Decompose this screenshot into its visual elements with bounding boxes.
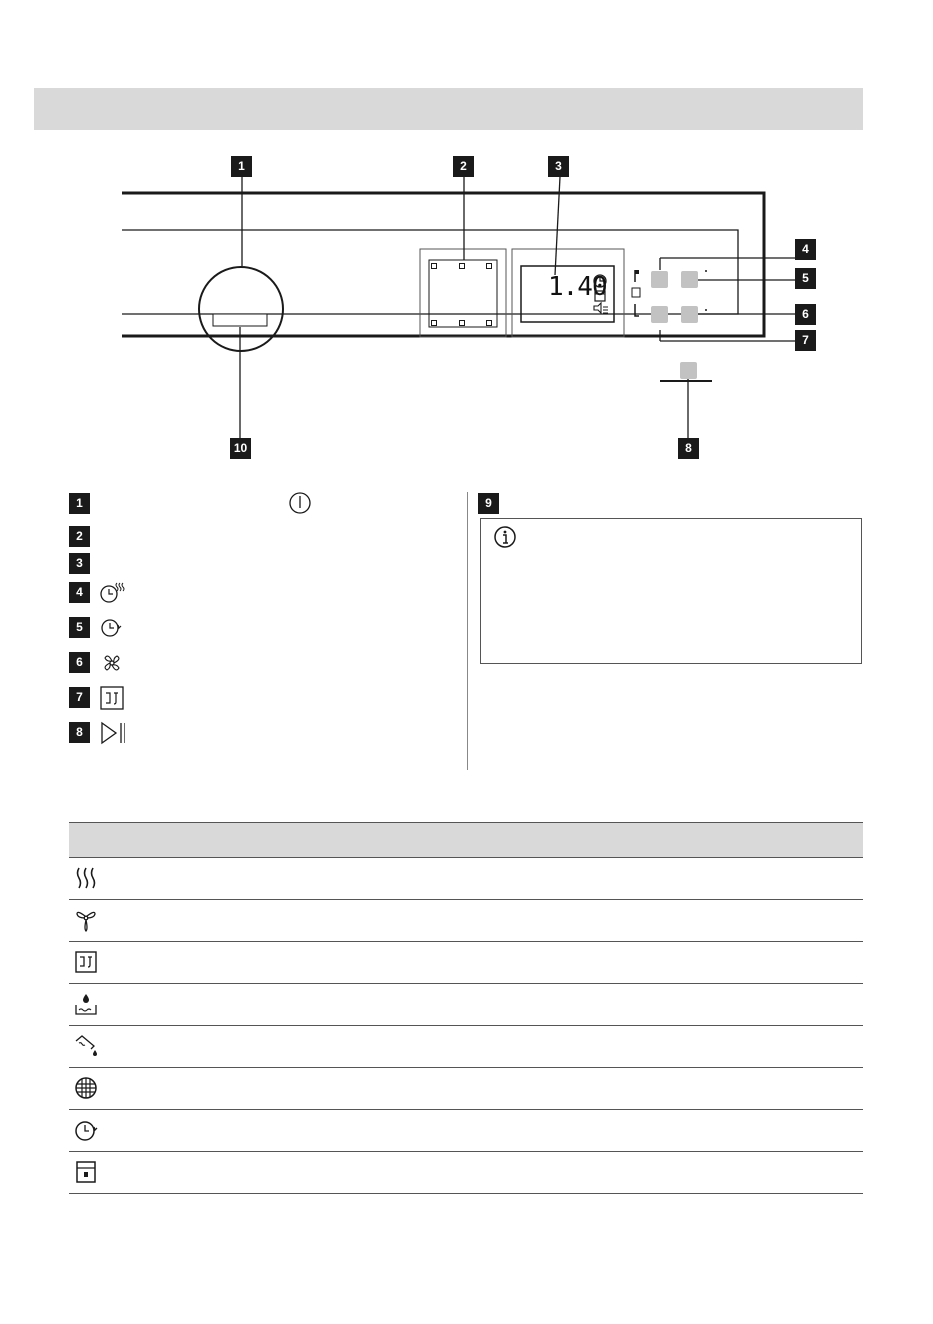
grill-icon: [73, 1075, 99, 1101]
touch-button-7[interactable]: [651, 306, 668, 323]
callout-7: 7: [795, 330, 816, 351]
info-note: [480, 518, 862, 664]
heating-icon: [73, 865, 99, 891]
info-icon: [493, 525, 517, 549]
legend-number: 1: [69, 493, 90, 514]
legend-number: 8: [69, 722, 90, 743]
table-row: [69, 942, 863, 984]
timer-end-icon: [99, 615, 125, 641]
table-row: [69, 858, 863, 900]
steam-icon: [73, 949, 99, 975]
callout-10: 10: [230, 438, 251, 459]
legend-number: 7: [69, 687, 90, 708]
start-pause-icon: [99, 720, 125, 746]
callout-6: 6: [795, 304, 816, 325]
table-row: [69, 900, 863, 942]
callout-2: 2: [453, 156, 474, 177]
table-header: [69, 822, 863, 858]
callout-8: 8: [678, 438, 699, 459]
start-pause-button[interactable]: [680, 362, 697, 379]
callout-3: 3: [548, 156, 569, 177]
control-panel-diagram: [0, 0, 933, 470]
display-time: 1.40: [548, 272, 607, 302]
legend-number-9: 9: [478, 493, 499, 514]
descaling-icon: [73, 1033, 99, 1059]
table-row: [69, 1152, 863, 1194]
legend-number: 6: [69, 652, 90, 673]
callout-4: 4: [795, 239, 816, 260]
legend-number: 3: [69, 553, 90, 574]
fan-icon: [73, 907, 99, 933]
timer-icon: [73, 1117, 99, 1143]
door-lock-icon: [73, 1159, 99, 1185]
control-knob[interactable]: [198, 266, 284, 352]
symbols-table: [69, 822, 863, 1194]
column-divider: [467, 492, 468, 770]
table-row: [69, 1110, 863, 1152]
table-row: [69, 1068, 863, 1110]
timer-heat-icon: [99, 580, 125, 606]
power-icon: [287, 490, 313, 516]
touch-button-5[interactable]: [681, 271, 698, 288]
legend-number: 4: [69, 582, 90, 603]
touch-button-6[interactable]: [681, 306, 698, 323]
callout-5: 5: [795, 268, 816, 289]
table-row: [69, 1026, 863, 1068]
callout-1: 1: [231, 156, 252, 177]
table-row: [69, 984, 863, 1026]
fan-icon: [99, 650, 125, 676]
steam-icon: [99, 685, 125, 711]
touch-button-4[interactable]: [651, 271, 668, 288]
legend-number: 2: [69, 526, 90, 547]
panel-outline: [0, 0, 933, 470]
water-tank-icon: [73, 991, 99, 1017]
legend-number: 5: [69, 617, 90, 638]
